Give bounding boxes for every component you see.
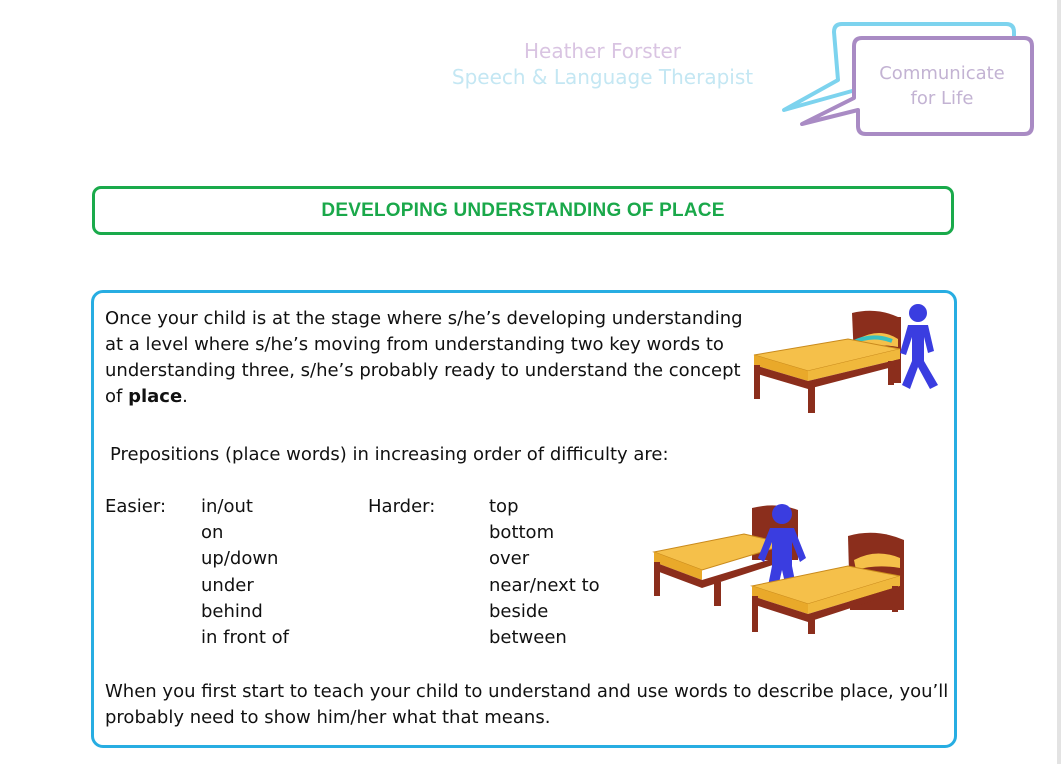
easier-word: on [201,522,224,544]
intro-bold-place: place [128,386,183,407]
easier-label: Easier: [105,496,167,517]
intro-line-4-pre: of [105,386,129,407]
harder-word: bottom [489,522,555,544]
harder-word: over [489,548,530,570]
harder-word-list [489,494,600,651]
therapist-name: Heather Forster [523,39,682,63]
intro-line-4-post: . [182,386,188,407]
person-beside-bed-illustration [748,303,948,415]
intro-line-2: at a level where s/he’s moving from understanding two key words to [105,334,724,355]
harder-word: between [489,627,567,649]
logo-line-2: for Life [910,88,974,109]
intro-paragraph [105,306,743,410]
logo-text [862,61,1022,111]
harder-word: top [489,496,519,517]
harder-word: near/next to [489,574,600,596]
intro-line-1: Once your child is at the stage where s/he’s developing understanding [105,308,743,329]
intro-line-3: understanding three, s/he’s probably ready to understand the concept [105,360,741,381]
outro-line-1: When you first start to teach your child to understand and use words to describe place, you’ll [105,681,949,702]
easier-word: behind [201,600,263,622]
outro-paragraph [105,679,948,731]
person-between-beds-illustration [648,500,908,635]
easier-word: under [201,574,254,596]
easier-word: in front of [201,627,290,649]
page-edge [1057,0,1061,764]
outro-line-2: probably need to show him/her what that means. [105,707,551,728]
harder-word: beside [489,600,549,622]
prepositions-intro: Prepositions (place words) in increasing order of difficulty are: [110,444,669,465]
therapist-role: Speech & Language Therapist [451,65,754,89]
title-box [92,186,954,235]
intro-line-4 [105,384,743,410]
easier-word-list [201,494,289,651]
easier-word: up/down [201,548,279,570]
logo-line-1: Communicate [879,63,1005,84]
harder-label: Harder: [368,496,436,517]
page-title: DEVELOPING UNDERSTANDING OF PLACE [321,199,725,221]
letterhead [440,38,765,90]
easier-word: in/out [201,496,253,517]
